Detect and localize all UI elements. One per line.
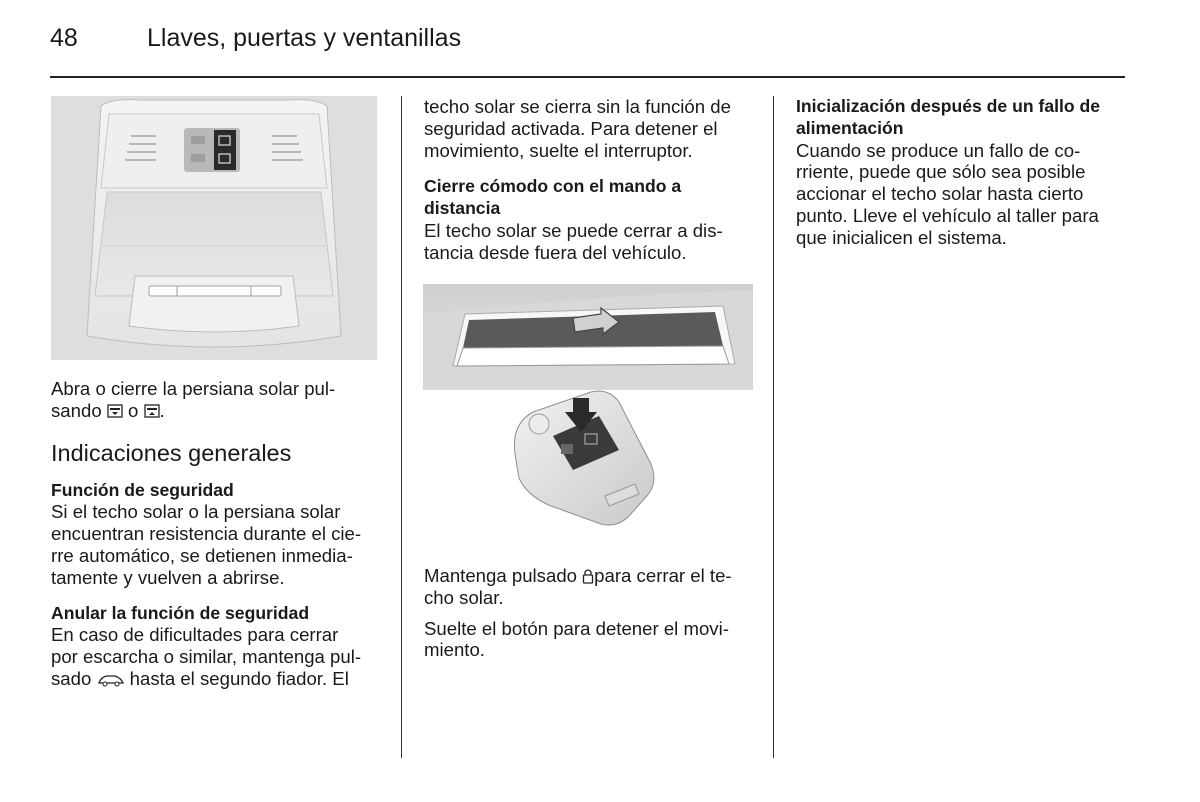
figure-caption-remote: Mantenga pulsado para cerrar el te- cho solar. [424,565,732,608]
column-2 [424,96,760,264]
figure-caption: Abra o cierre la persiana solar pul- sando o . [51,378,336,421]
sunblind-close-icon [107,404,123,419]
subheading-override-safety: Anular la función de seguridad [51,602,310,623]
car-icon [97,673,125,687]
header-rule [50,76,1125,78]
column-1 [51,378,391,690]
column-divider [773,96,774,758]
subheading-safety-function: Función de seguridad [51,479,234,500]
column-2-bottom [424,565,760,661]
subheading-remote-closing: Cierre cómodo con el mando a distancia [424,176,682,219]
column-divider [401,96,402,758]
sunroof-remote-figure [423,284,753,550]
ceiling-console-figure [51,96,377,360]
page-title: Llaves, puertas y ventanillas [147,24,462,52]
paragraph-release-button: Suelte el botón para detener el movi- miento. [424,617,729,661]
paragraph-safety-function: Si el techo solar o la persiana solar encuentran resistencia durante el cie- rre automático, se detienen inmedia- tamente y vuelven a abrirse. [51,501,362,588]
paragraph-remote-closing: El techo solar se puede cerrar a dis- tancia desde fuera del vehículo. [424,219,723,263]
section-heading: Indicaciones generales [51,439,292,466]
paragraph-continued: techo solar se cierra sin la función de seguridad activada. Para detener el movimiento, suelte el interruptor. [424,96,731,161]
paragraph-initialization: Cuando se produce un fallo de co- rriente, puede que sólo sea posible accionar el techo solar hasta cierto punto. Lleve el vehículo al taller para que inicialicen el sistema. [796,139,1099,248]
paragraph-override-safety: En caso de dificultades para cerrar por escarcha o similar, mantenga pul- sado hasta el segundo fiador. El [51,624,362,689]
subheading-initialization: Inicialización después de un fallo de alimentación [796,96,1101,138]
lock-icon [582,568,594,584]
sunblind-open-icon [144,404,160,419]
column-3 [796,96,1136,249]
page-number: 48 [50,24,78,52]
